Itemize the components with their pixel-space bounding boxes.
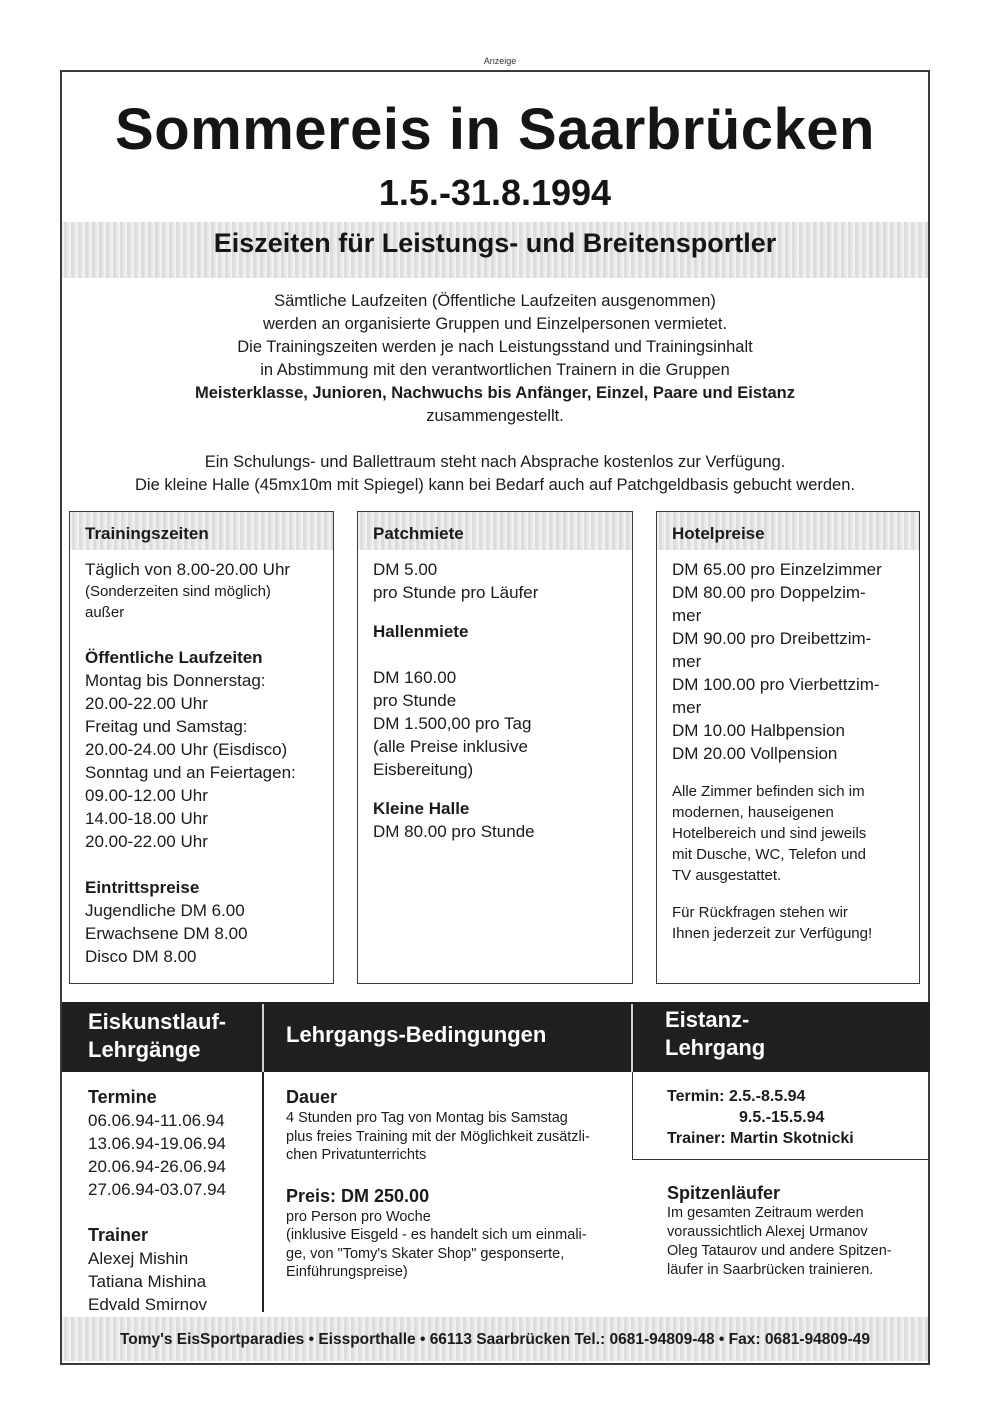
- text-line: Oleg Tataurov und andere Spitzen-: [667, 1243, 892, 1259]
- conditions-column: [286, 1086, 626, 1282]
- text-line: voraussichtlich Alexej Urmanov: [667, 1224, 868, 1240]
- text-line: Ihnen jederzeit zur Verfügung!: [672, 925, 873, 942]
- heading-line: Lehrgänge: [88, 1037, 201, 1062]
- footer-contact: Tomy's EisSportparadies • Eissporthalle • 66113 Saarbrücken Tel.: 0681-94809-48 • Fax: 0681-94809-49: [119, 1331, 870, 1348]
- heading-line: Eistanz-: [665, 1007, 750, 1032]
- text-value: 2.5.-8.5.94: [728, 1088, 806, 1105]
- box-heading: Patchmiete: [373, 524, 464, 543]
- heading-line: Eiskunstlauf-: [88, 1009, 227, 1034]
- text-line: DM 80.00 pro Doppelzim-: [672, 583, 866, 602]
- text-line: DM 80.00 pro Stunde: [373, 822, 535, 841]
- section-heading: Eintrittspreise: [85, 878, 200, 897]
- text-line: mer: [672, 698, 702, 717]
- text-line: Für Rückfragen stehen wir: [672, 904, 848, 921]
- text-value: 9.5.-15.5.94: [739, 1109, 825, 1126]
- section-heading: Spitzenläufer: [667, 1183, 781, 1203]
- intro-line: werden an organisierte Gruppen und Einzelpersonen vermietet.: [262, 315, 728, 333]
- text-line: DM 65.00 pro Einzelzimmer: [672, 560, 882, 579]
- text-line: (inklusive Eisgeld - es handelt sich um einmali-: [286, 1227, 587, 1243]
- text-line: 13.06.94-19.06.94: [88, 1134, 227, 1153]
- icedance-details: [667, 1086, 854, 1149]
- intro-line: Sämtliche Laufzeiten (Öffentliche Laufzeiten ausgenommen): [274, 292, 716, 310]
- date-range: 1.5.-31.8.1994: [378, 172, 612, 213]
- text-line: DM 5.00: [373, 560, 438, 579]
- box-heading: Trainingszeiten: [85, 524, 209, 543]
- intro-text: [62, 290, 928, 497]
- training-times-box: [69, 511, 334, 984]
- divider: [631, 1004, 633, 1072]
- intro-note: Ein Schulungs- und Ballettraum steht nach Absprache kostenlos zur Verfügung.: [204, 453, 786, 471]
- patch-rent-box: [357, 511, 633, 984]
- text-line: Jugendliche DM 6.00: [85, 901, 245, 920]
- intro-closing: zusammengestellt.: [426, 407, 564, 425]
- text-line: Disco DM 8.00: [85, 947, 197, 966]
- text-line: 4 Stunden pro Tag von Montag bis Samstag: [286, 1110, 568, 1126]
- text-line: Freitag und Samstag:: [85, 717, 248, 736]
- text-line: TV ausgestattet.: [672, 867, 782, 884]
- box-body: [70, 550, 333, 968]
- section-heading: Hallenmiete: [373, 622, 469, 641]
- intro-line: in Abstimmung mit den verantwortlichen Trainern in die Gruppen: [260, 361, 730, 379]
- text-line: Einführungspreise): [286, 1264, 408, 1280]
- divider: [262, 1072, 264, 1312]
- intro-note: Die kleine Halle (45mx10m mit Spiegel) kann bei Bedarf auch auf Patchgeldbasis gebucht werden.: [135, 476, 855, 494]
- text-line: DM 20.00 Vollpension: [672, 744, 838, 763]
- text-line: pro Stunde pro Läufer: [373, 583, 539, 602]
- text-line: 20.00-24.00 Uhr (Eisdisco): [85, 740, 288, 759]
- box-body: [358, 550, 632, 843]
- text-line: ge, von "Tomy's Skater Shop" gesponserte,: [286, 1245, 565, 1262]
- text-line: 09.00-12.00 Uhr: [85, 786, 208, 805]
- text-value: Martin Skotnicki: [730, 1130, 854, 1147]
- text-line: DM 1.500,00 pro Tag: [373, 714, 532, 733]
- text-line: Erwachsene DM 8.00: [85, 924, 248, 943]
- box-header: [657, 512, 919, 550]
- text-line: DM 100.00 pro Vierbettzim-: [672, 675, 880, 694]
- text-line: Alexej Mishin: [88, 1249, 189, 1268]
- text-line: DM 90.00 pro Dreibettzim-: [672, 629, 872, 648]
- text-line: 14.00-18.00 Uhr: [85, 809, 208, 828]
- box-header: [70, 512, 333, 550]
- label: Termin:: [667, 1088, 725, 1105]
- text-line: Hotelbereich und sind jeweils: [672, 825, 867, 842]
- subtitle: Eiszeiten für Leistungs- und Breitensportler: [213, 228, 777, 258]
- text-line: (Sonderzeiten sind möglich): [85, 583, 271, 600]
- page-title: Sommereis in Saarbrücken: [115, 97, 875, 162]
- conditions-heading: Lehrgangs-Bedingungen: [286, 1022, 547, 1047]
- text-line: mer: [672, 606, 702, 625]
- text-line: 27.06.94-03.07.94: [88, 1180, 227, 1199]
- text-line: Edvald Smirnov: [88, 1295, 208, 1314]
- text-line: mit Dusche, WC, Telefon und: [672, 846, 866, 863]
- intro-line: Die Trainingszeiten werden je nach Leistungsstand und Trainingsinhalt: [237, 338, 753, 356]
- text-line: pro Person pro Woche: [286, 1208, 431, 1225]
- text-line: pro Stunde: [373, 691, 457, 710]
- divider: [262, 1004, 264, 1072]
- courses-column: [88, 1086, 226, 1316]
- text-line: außer: [85, 604, 125, 621]
- icedance-heading: [665, 1006, 765, 1062]
- text-line: (alle Preise inklusive: [373, 737, 528, 756]
- text-line: DM 160.00: [373, 668, 457, 687]
- section-heading: Dauer: [286, 1087, 338, 1107]
- text-line: modernen, hauseigenen: [672, 804, 834, 821]
- text-line: 06.06.94-11.06.94: [88, 1111, 225, 1130]
- text-line: Alle Zimmer befinden sich im: [672, 783, 865, 800]
- text-line: plus freies Training mit der Möglichkeit zusätzli-: [286, 1128, 590, 1145]
- text-line: 20.06.94-26.06.94: [88, 1157, 227, 1176]
- section-heading: Öffentliche Laufzeiten: [85, 648, 263, 667]
- label: Trainer:: [667, 1130, 726, 1147]
- text-line: mer: [672, 652, 702, 671]
- courses-heading: [88, 1008, 226, 1064]
- section-heading: Preis: DM 250.00: [286, 1185, 430, 1206]
- text-line: Im gesamten Zeitraum werden: [667, 1205, 864, 1221]
- ad-label: Anzeige: [483, 56, 517, 66]
- box-header: [358, 512, 632, 550]
- text-line: Sonntag und an Feiertagen:: [85, 763, 296, 782]
- text-line: DM 10.00 Halbpension: [672, 721, 845, 740]
- section-heading: Termine: [88, 1087, 157, 1107]
- text-line: Eisbereitung): [373, 760, 474, 779]
- box-heading: Hotelpreise: [672, 524, 765, 543]
- hotel-prices-box: [656, 511, 920, 984]
- text-line: Tatiana Mishina: [88, 1272, 207, 1291]
- text-line: läufer in Saarbrücken trainieren.: [667, 1262, 874, 1278]
- text-line: Täglich von 8.00-20.00 Uhr: [85, 560, 291, 579]
- intro-groups: Meisterklasse, Junioren, Nachwuchs bis Anfänger, Einzel, Paare und Eistanz: [195, 384, 795, 402]
- section-heading: Kleine Halle: [373, 799, 470, 818]
- top-skaters: [667, 1182, 892, 1280]
- heading-line: Lehrgang: [665, 1035, 766, 1060]
- section-heading: Trainer: [88, 1225, 149, 1245]
- text-line: 20.00-22.00 Uhr: [85, 832, 208, 851]
- text-line: chen Privatunterrichts: [286, 1147, 427, 1163]
- box-body: [657, 550, 919, 944]
- text-line: 20.00-22.00 Uhr: [85, 694, 208, 713]
- text-line: Montag bis Donnerstag:: [85, 671, 266, 690]
